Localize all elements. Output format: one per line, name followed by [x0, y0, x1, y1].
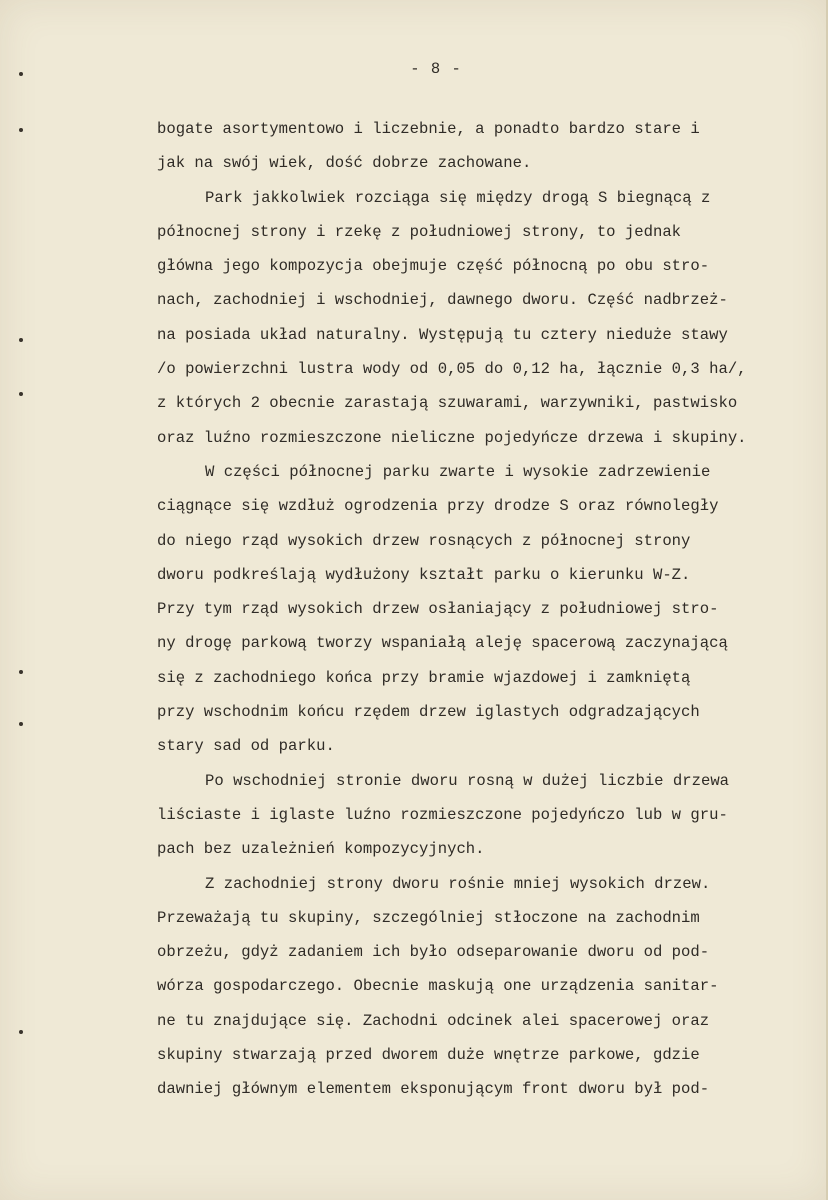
text-line: wórza gospodarczego. Obecnie maskują one urządzenia sanitar- [157, 977, 719, 996]
text-line: oraz luźno rozmieszczone nieliczne pojedyńcze drzewa i skupiny. [157, 428, 747, 447]
text-line: pach bez uzależnień kompozycyjnych. [157, 840, 485, 859]
text-line: dworu podkreślają wydłużony kształt parku o kierunku W-Z. [157, 565, 691, 584]
text-line: obrzeżu, gdyż zadaniem ich było odseparowanie dworu od pod- [157, 943, 710, 962]
text-line: Park jakkolwiek rozciąga się między drogą S biegnącą z [205, 188, 711, 207]
text-line: dawniej głównym elementem eksponującym front dworu był pod- [157, 1080, 710, 1099]
text-line: Przeważają tu skupiny, szczególniej stłoczone na zachodnim [157, 908, 700, 927]
margin-mark [19, 722, 23, 726]
text-line: ny drogę parkową tworzy wspaniałą aleję spacerową zaczynającą [157, 634, 728, 653]
text-line: z których 2 obecnie zarastają szuwarami, warzywniki, pastwisko [157, 394, 738, 413]
text-line: /o powierzchni lustra wody od 0,05 do 0,12 ha, łącznie 0,3 ha/, [157, 360, 747, 379]
margin-mark [19, 1030, 23, 1034]
text-line: skupiny stwarzają przed dworem duże wnętrze parkowe, gdzie [157, 1046, 700, 1065]
margin-mark [19, 128, 23, 132]
text-line: liściaste i iglaste luźno rozmieszczone pojedyńczo lub w gru- [157, 805, 728, 824]
page-number: - 8 - [410, 60, 462, 78]
text-line: ciągnące się wzdłuż ogrodzenia przy drodze S oraz równoległy [157, 497, 719, 516]
text-line: główna jego kompozycja obejmuje część północną po obu stro- [157, 257, 710, 276]
text-line: się z zachodniego końca przy bramie wjazdowej i zamkniętą [157, 668, 691, 687]
margin-mark [19, 392, 23, 396]
text-line: Po wschodniej stronie dworu rosną w dużej liczbie drzewa [205, 771, 730, 790]
text-line: bogate asortymentowo i liczebnie, a ponadto bardzo stare i [157, 120, 700, 138]
text-line: stary sad od parku. [157, 737, 335, 756]
text-line: ne tu znajdujące się. Zachodni odcinek alei spacerowej oraz [157, 1011, 710, 1030]
text-line: na posiada układ naturalny. Występują tu cztery nieduże stawy [157, 325, 728, 344]
text-line: przy wschodnim końcu rzędem drzew iglastych odgradzających [157, 703, 700, 722]
text-line: W części północnej parku zwarte i wysokie zadrzewienie [205, 462, 711, 481]
margin-mark [19, 338, 23, 342]
text-line: północnej strony i rzekę z południowej strony, to jednak [157, 222, 682, 241]
margin-mark [19, 670, 23, 674]
text-line: nach, zachodniej i wschodniej, dawnego dworu. Część nadbrzeż- [157, 291, 728, 310]
text-line: Przy tym rząd wysokich drzew osłaniający z południowej stro- [157, 600, 719, 619]
text-line: jak na swój wiek, dość dobrze zachowane. [157, 154, 532, 173]
margin-mark [19, 72, 23, 76]
body-text [157, 112, 797, 1107]
text-line: Z zachodniej strony dworu rośnie mniej wysokich drzew. [205, 874, 711, 893]
text-line: do niego rząd wysokich drzew rosnących z północnej strony [157, 531, 691, 550]
